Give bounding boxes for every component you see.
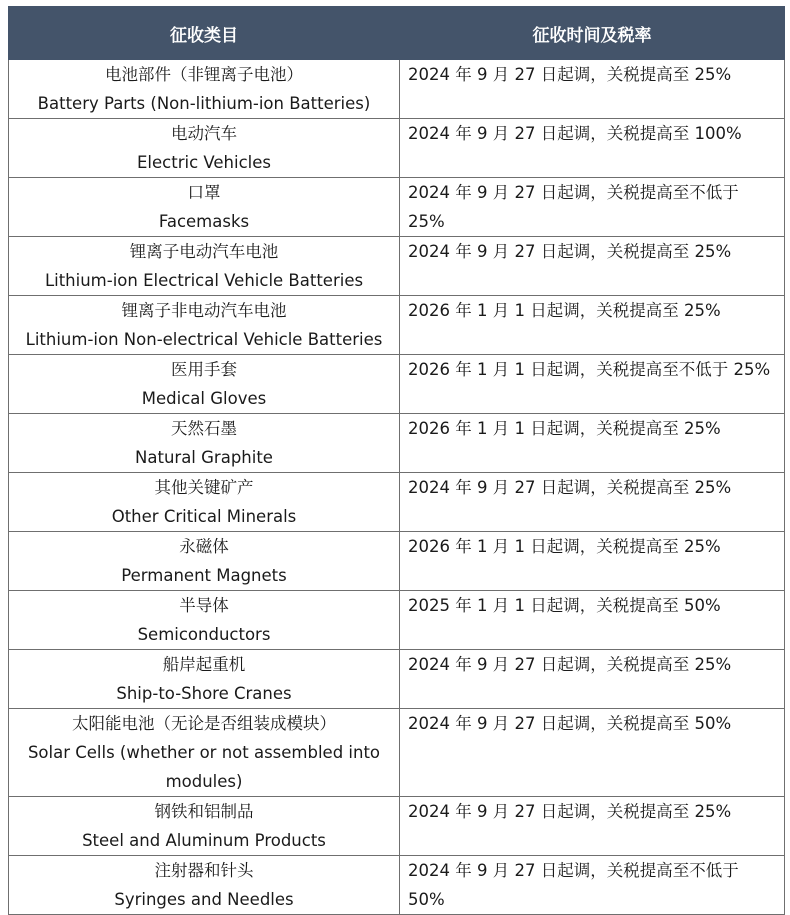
table-row — [9, 797, 785, 856]
category-chinese: 其他关键矿产 — [154, 478, 254, 497]
header-time-and-rate: 征收时间及税率 — [400, 7, 785, 60]
category-english: Electric Vehicles — [137, 153, 271, 172]
category-chinese: 锂离子非电动汽车电池 — [121, 301, 287, 320]
category-cell — [9, 296, 400, 355]
rate-cell: 2026 年 1 月 1 日起调，关税提高至 25% — [400, 296, 785, 355]
tariff-table-container — [8, 6, 784, 915]
rate-cell: 2025 年 1 月 1 日起调，关税提高至 50% — [400, 591, 785, 650]
category-english: Steel and Aluminum Products — [82, 831, 326, 850]
table-row — [9, 650, 785, 709]
category-cell — [9, 591, 400, 650]
category-english: Ship-to-Shore Cranes — [116, 684, 292, 703]
table-header-row — [9, 7, 785, 60]
category-chinese: 电动汽车 — [171, 124, 237, 143]
category-chinese: 天然石墨 — [171, 419, 237, 438]
table-body — [9, 60, 785, 915]
category-chinese: 钢铁和铝制品 — [154, 802, 254, 821]
category-cell — [9, 532, 400, 591]
category-cell — [9, 237, 400, 296]
table-row — [9, 178, 785, 237]
category-english: Other Critical Minerals — [111, 507, 297, 526]
category-cell — [9, 355, 400, 414]
table-row — [9, 591, 785, 650]
table-row — [9, 237, 785, 296]
rate-cell: 2024 年 9 月 27 日起调，关税提高至不低于 25% — [400, 178, 785, 237]
category-english: Battery Parts (Non-lithium-ion Batteries) — [37, 94, 371, 113]
category-chinese: 船岸起重机 — [162, 655, 246, 674]
table-row — [9, 296, 785, 355]
category-cell — [9, 473, 400, 532]
rate-cell: 2026 年 1 月 1 日起调，关税提高至 25% — [400, 414, 785, 473]
category-chinese: 永磁体 — [179, 537, 229, 556]
category-chinese: 口罩 — [187, 183, 221, 202]
rate-cell: 2024 年 9 月 27 日起调，关税提高至 25% — [400, 473, 785, 532]
table-row — [9, 119, 785, 178]
rate-cell: 2024 年 9 月 27 日起调，关税提高至不低于 50% — [400, 856, 785, 915]
category-chinese: 太阳能电池（无论是否组装成模块） — [72, 714, 336, 733]
table-row — [9, 60, 785, 119]
rate-cell: 2024 年 9 月 27 日起调，关税提高至 50% — [400, 709, 785, 797]
category-chinese: 锂离子电动汽车电池 — [129, 242, 279, 261]
category-english: Solar Cells (whether or not assembled into modules) — [27, 743, 381, 791]
table-row — [9, 414, 785, 473]
category-english: Syringes and Needles — [114, 890, 294, 909]
category-chinese: 医用手套 — [171, 360, 237, 379]
table-row — [9, 856, 785, 915]
category-cell — [9, 797, 400, 856]
rate-cell: 2024 年 9 月 27 日起调，关税提高至 25% — [400, 237, 785, 296]
rate-cell: 2024 年 9 月 27 日起调，关税提高至 25% — [400, 60, 785, 119]
category-cell — [9, 119, 400, 178]
category-cell — [9, 856, 400, 915]
category-english: Semiconductors — [137, 625, 271, 644]
table-row — [9, 709, 785, 797]
table-row — [9, 355, 785, 414]
rate-cell: 2024 年 9 月 27 日起调，关税提高至 25% — [400, 650, 785, 709]
category-english: Natural Graphite — [135, 448, 273, 467]
tariff-table — [8, 6, 785, 915]
header-category: 征收类目 — [9, 7, 400, 60]
rate-cell: 2024 年 9 月 27 日起调，关税提高至 100% — [400, 119, 785, 178]
category-cell — [9, 709, 400, 797]
category-english: Facemasks — [158, 212, 250, 231]
category-english: Lithium-ion Electrical Vehicle Batteries — [44, 271, 364, 290]
category-cell — [9, 414, 400, 473]
rate-cell: 2024 年 9 月 27 日起调，关税提高至 25% — [400, 797, 785, 856]
rate-cell: 2026 年 1 月 1 日起调，关税提高至 25% — [400, 532, 785, 591]
category-chinese: 注射器和针头 — [154, 861, 254, 880]
category-cell — [9, 650, 400, 709]
category-cell — [9, 178, 400, 237]
table-row — [9, 473, 785, 532]
category-english: Permanent Magnets — [121, 566, 287, 585]
category-chinese: 电池部件（非锂离子电池） — [105, 65, 303, 84]
category-chinese: 半导体 — [179, 596, 229, 615]
category-english: Lithium-ion Non-electrical Vehicle Batteries — [25, 330, 383, 349]
table-row — [9, 532, 785, 591]
category-cell — [9, 60, 400, 119]
rate-cell: 2026 年 1 月 1 日起调，关税提高至不低于 25% — [400, 355, 785, 414]
category-english: Medical Gloves — [141, 389, 267, 408]
